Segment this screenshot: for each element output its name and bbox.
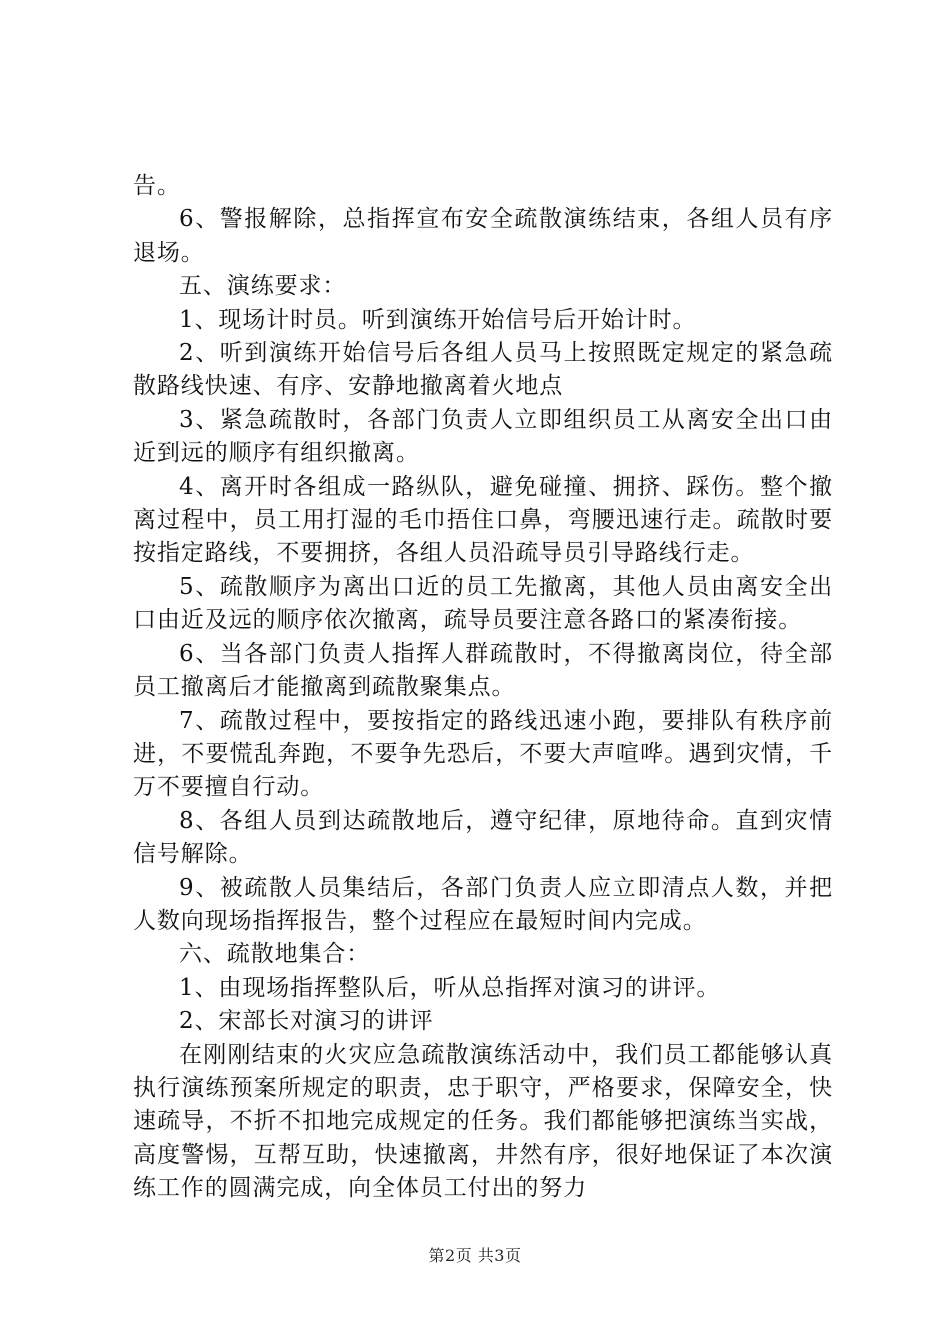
paragraph: 2、宋部长对演习的讲评 [179, 1008, 434, 1035]
document-body [133, 170, 833, 1206]
paragraph: 7、疏散过程中，要按指定的路线迅速小跑，要排队有秩序前进，不要慌乱奔跑，不要争先恐后，不要大声喧哗。遇到灾情，千万不要擅自行动。 [133, 707, 833, 801]
paragraph: 2、听到演练开始信号后各组人员马上按照既定规定的紧急疏散路线快速、有序、安静地撤离着火地点 [133, 340, 833, 400]
paragraph: 4、离开时各组成一路纵队，避免碰撞、拥挤、踩伤。整个撤离过程中，员工用打湿的毛巾捂住口鼻，弯腰迅速行走。疏散时要按指定路线，不要拥挤，各组人员沿疏导员引导路线行走。 [133, 473, 833, 567]
paragraph: 6、警报解除，总指挥宣布安全疏散演练结束，各组人员有序退场。 [133, 206, 833, 266]
paragraph: 3、紧急疏散时，各部门负责人立即组织员工从离安全出口由近到远的顺序有组织撤离。 [133, 406, 833, 467]
paragraph: 在刚刚结束的火灾应急疏散演练活动中，我们员工都能够认真执行演练预案所规定的职责，忠于职守，严格要求，保障安全，快速疏导，不折不扣地完成规定的任务。我们都能够把演练当实战，高度警惕，互帮互助，快速撤离，井然有序，很好地保证了本次演练工作的圆满完成，向全体员工付出的努力 [133, 1041, 833, 1202]
paragraph: 告。 [133, 173, 181, 199]
paragraph: 1、由现场指挥整队后，听从总指挥对演习的讲评。 [179, 974, 721, 1001]
page-footer [0, 1243, 950, 1266]
paragraph: 1、现场计时员。听到演练开始信号后开始计时。 [179, 306, 697, 333]
page-number-label: 第2页 共3页 [428, 1246, 522, 1265]
section-heading: 六、疏散地集合： [179, 941, 371, 968]
paragraph: 9、被疏散人员集结后，各部门负责人应立即清点人数，并把人数向现场指挥报告，整个过程应在最短时间内完成。 [133, 874, 833, 934]
paragraph: 5、疏散顺序为离出口近的员工先撤离，其他人员由离安全出口由近及远的顺序依次撤离，疏导员要注意各路口的紧凑衔接。 [133, 573, 833, 634]
section-heading: 五、演练要求： [179, 273, 347, 300]
paragraph: 8、各组人员到达疏散地后，遵守纪律，原地待命。直到灾情信号解除。 [133, 807, 833, 868]
paragraph: 6、当各部门负责人指挥人群疏散时，不得撤离岗位，待全部员工撤离后才能撤离到疏散聚集点。 [133, 640, 833, 701]
